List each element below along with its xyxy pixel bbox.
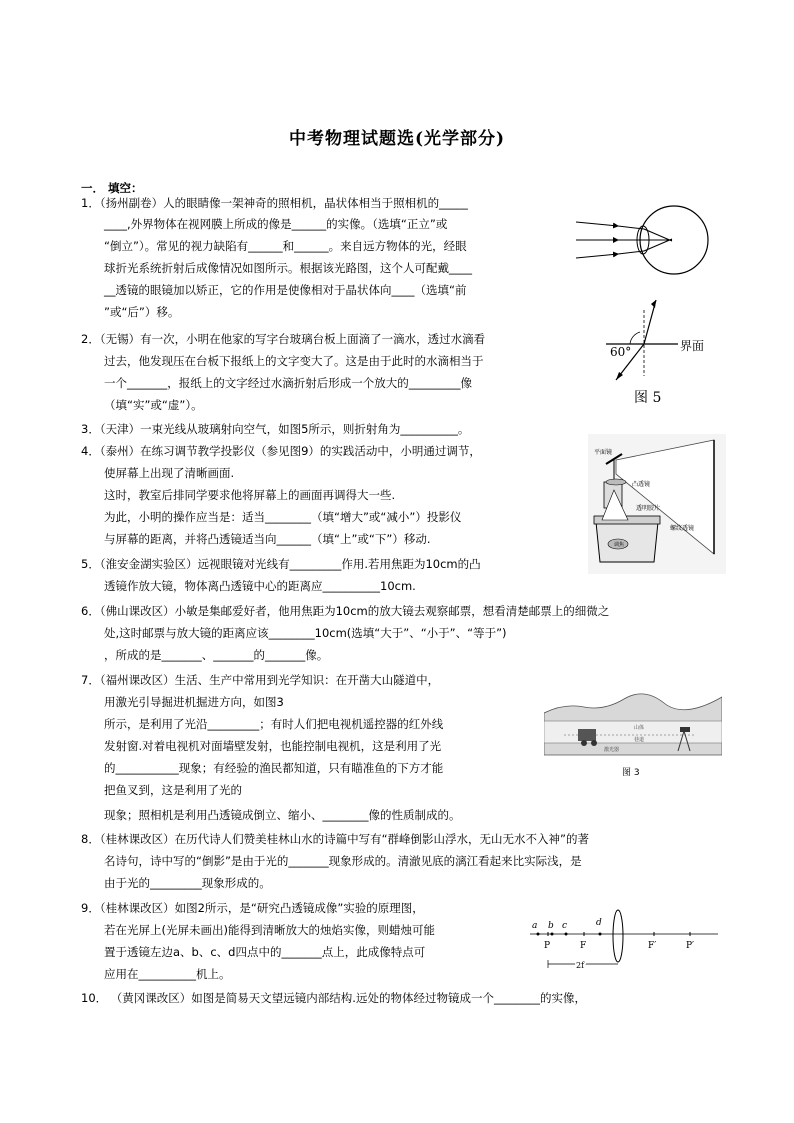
tunnel-label-3: 激光器 bbox=[604, 747, 620, 753]
text-line: 与屏幕的距离，并将凸透镜适当向______（填“上”或“下”）移动. bbox=[104, 532, 431, 546]
text-line: 使屏幕上出现了清晰画面. bbox=[104, 466, 235, 480]
lens-label: 凸透镜 bbox=[632, 481, 651, 488]
figure-3-caption: 图 3 bbox=[622, 768, 640, 778]
text-line: 处,这时邮票与放大镜的距离应该________10cm(选填“大于”、“小于”、“等于”) bbox=[104, 626, 507, 640]
eye-diagram-figure bbox=[574, 200, 724, 284]
point-a: a bbox=[532, 921, 538, 931]
interface-label: 界面 bbox=[680, 339, 705, 353]
text-line: ”或“后”）移。 bbox=[104, 305, 180, 319]
text-line: 球折光系统折射后成像情况如图所示。根据该光路图，这个人可配戴____ bbox=[104, 261, 472, 275]
text-line: 所示，是利用了光沿_________；有时人们把电视机遥控器的红外线 bbox=[104, 717, 444, 731]
section-heading: 一． 填空： bbox=[81, 181, 143, 195]
text-line: __透镜的眼镜加以矫正，它的作用是使像相对于晶状体向____（选填“前 bbox=[104, 283, 467, 297]
text-line: 3．（天津）一束光线从玻璃射向空气，如图5所示，则折射角为__________。 bbox=[81, 422, 470, 436]
text-line: ，所成的是_______、_______的_______像。 bbox=[104, 648, 329, 662]
text-line: 为此，小明的操作应当是：适当________（填“增大”或“减小”）投影仪 bbox=[104, 510, 462, 524]
text-line: 1．（扬州副卷）人的眼睛像一架神奇的照相机，晶状体相当于照相机的_____ bbox=[81, 196, 468, 210]
text-line: 6．（佛山课改区）小敏是集邮爱好者，他用焦距为10cm的放大镜去观察邮票，想看清楚邮票上的细微之 bbox=[81, 604, 610, 618]
text-line: 把鱼叉到，这是利用了光的 bbox=[104, 783, 242, 797]
point-c: c bbox=[562, 921, 568, 931]
point-F-prime: F′ bbox=[648, 941, 657, 951]
projector-figure bbox=[588, 434, 726, 574]
text-line: 若在光屏上(光屏未画出)能得到清晰放大的烛焰实像，则蜡烛可能 bbox=[104, 923, 435, 937]
text-line: 名诗句，诗中写的“倒影”是由于光的_______现象形成的。清澈见底的漓江看起来比实际浅，是 bbox=[104, 854, 582, 868]
point-d: d bbox=[596, 918, 602, 928]
text-line: 10． （黄冈课改区）如图是简易天文望远镜内部结构.远处的物体经过物镜成一个________的实像， bbox=[81, 991, 586, 1005]
text-line: 置于透镜左边a、b、c、d四点中的_______点上，此成像特点可 bbox=[104, 945, 426, 959]
point-F: F bbox=[580, 941, 587, 951]
distance-2f: 2f bbox=[576, 961, 585, 970]
point-P: P bbox=[544, 941, 551, 951]
text-line: 一个_______，报纸上的文字经过水滴折射后形成一个放大的_________像 bbox=[104, 376, 472, 390]
text-line: 用激光引导掘进机掘进方向，如图3 bbox=[104, 695, 284, 709]
tunnel-label-2: 巷道 bbox=[634, 737, 645, 743]
angle-label: 60° bbox=[610, 345, 632, 359]
point-P-prime: P′ bbox=[686, 941, 695, 951]
text-line: ____,外界物体在视网膜上所成的像是______的实像。（选填“正立”或 bbox=[104, 217, 448, 231]
text-line: （填“实”或“虚”）。 bbox=[104, 398, 203, 412]
text-line: 4．（泰州）在练习调节教学投影仪（参见图9）的实践活动中，小明通过调节， bbox=[81, 444, 481, 458]
text-line: 这时，教室后排同学要求他将屏幕上的画面再调得大一些. bbox=[104, 488, 396, 502]
text-line: “倒立”）。常见的视力缺陷有______和______。来自远方物体的光，经眼 bbox=[104, 239, 467, 253]
fresnel-label: 螺纹透镜 bbox=[670, 525, 695, 532]
text-line: 的___________现象；有经验的渔民都知道，只有瞄准鱼的下方才能 bbox=[104, 761, 444, 775]
text-line: 应用在__________机上。 bbox=[104, 967, 231, 981]
figure-5-caption: 图 5 bbox=[634, 390, 662, 406]
text-line: 透镜作放大镜，物体离凸透镜中心的距离应__________10cm. bbox=[104, 579, 416, 593]
film-label: 透明胶片 bbox=[636, 505, 661, 512]
text-line: 9．（桂林课改区）如图2所示，是“研究凸透镜成像”实验的原理图， bbox=[81, 901, 424, 915]
text-line: 5．（淮安金湖实验区）远视眼镜对光线有_________作用.若用焦距为10cm的凸 bbox=[81, 557, 481, 571]
tunnel-figure bbox=[544, 693, 722, 781]
text-line: 8．（桂林课改区）在历代诗人们赞美桂林山水的诗篇中写有“群峰倒影山浮水，无山无水不入神”的著 bbox=[81, 832, 589, 846]
tunnel-label-1: 山体 bbox=[634, 725, 645, 731]
mirror-label: 平面镜 bbox=[594, 449, 613, 456]
knob-label: 调焦 bbox=[614, 542, 625, 548]
text-line: 现象；照相机是利用凸透镜成倒立、缩小、________像的性质制成的。 bbox=[104, 808, 461, 822]
text-line: 发射窗.对着电视机对面墙壁发射，也能控制电视机，这是利用了光 bbox=[104, 739, 442, 753]
text-line: 过去，他发现压在台板下报纸上的文字变大了。这是由于此时的水滴相当于 bbox=[104, 354, 484, 368]
lens-axis-figure bbox=[530, 908, 720, 978]
page-title: 中考物理试题选(光学部分) bbox=[288, 129, 506, 149]
text-line: 2．（无锡）有一次，小明在他家的写字台玻璃台板上面滴了一滴水，透过水滴看 bbox=[81, 332, 486, 346]
text-line: 由于光的_________现象形成的。 bbox=[104, 876, 271, 890]
refraction-figure bbox=[596, 294, 726, 410]
text-line: 7．（福州课改区）生活、生产中常用到光学知识：在开凿大山隧道中， bbox=[81, 673, 440, 687]
point-b: b bbox=[548, 921, 554, 931]
